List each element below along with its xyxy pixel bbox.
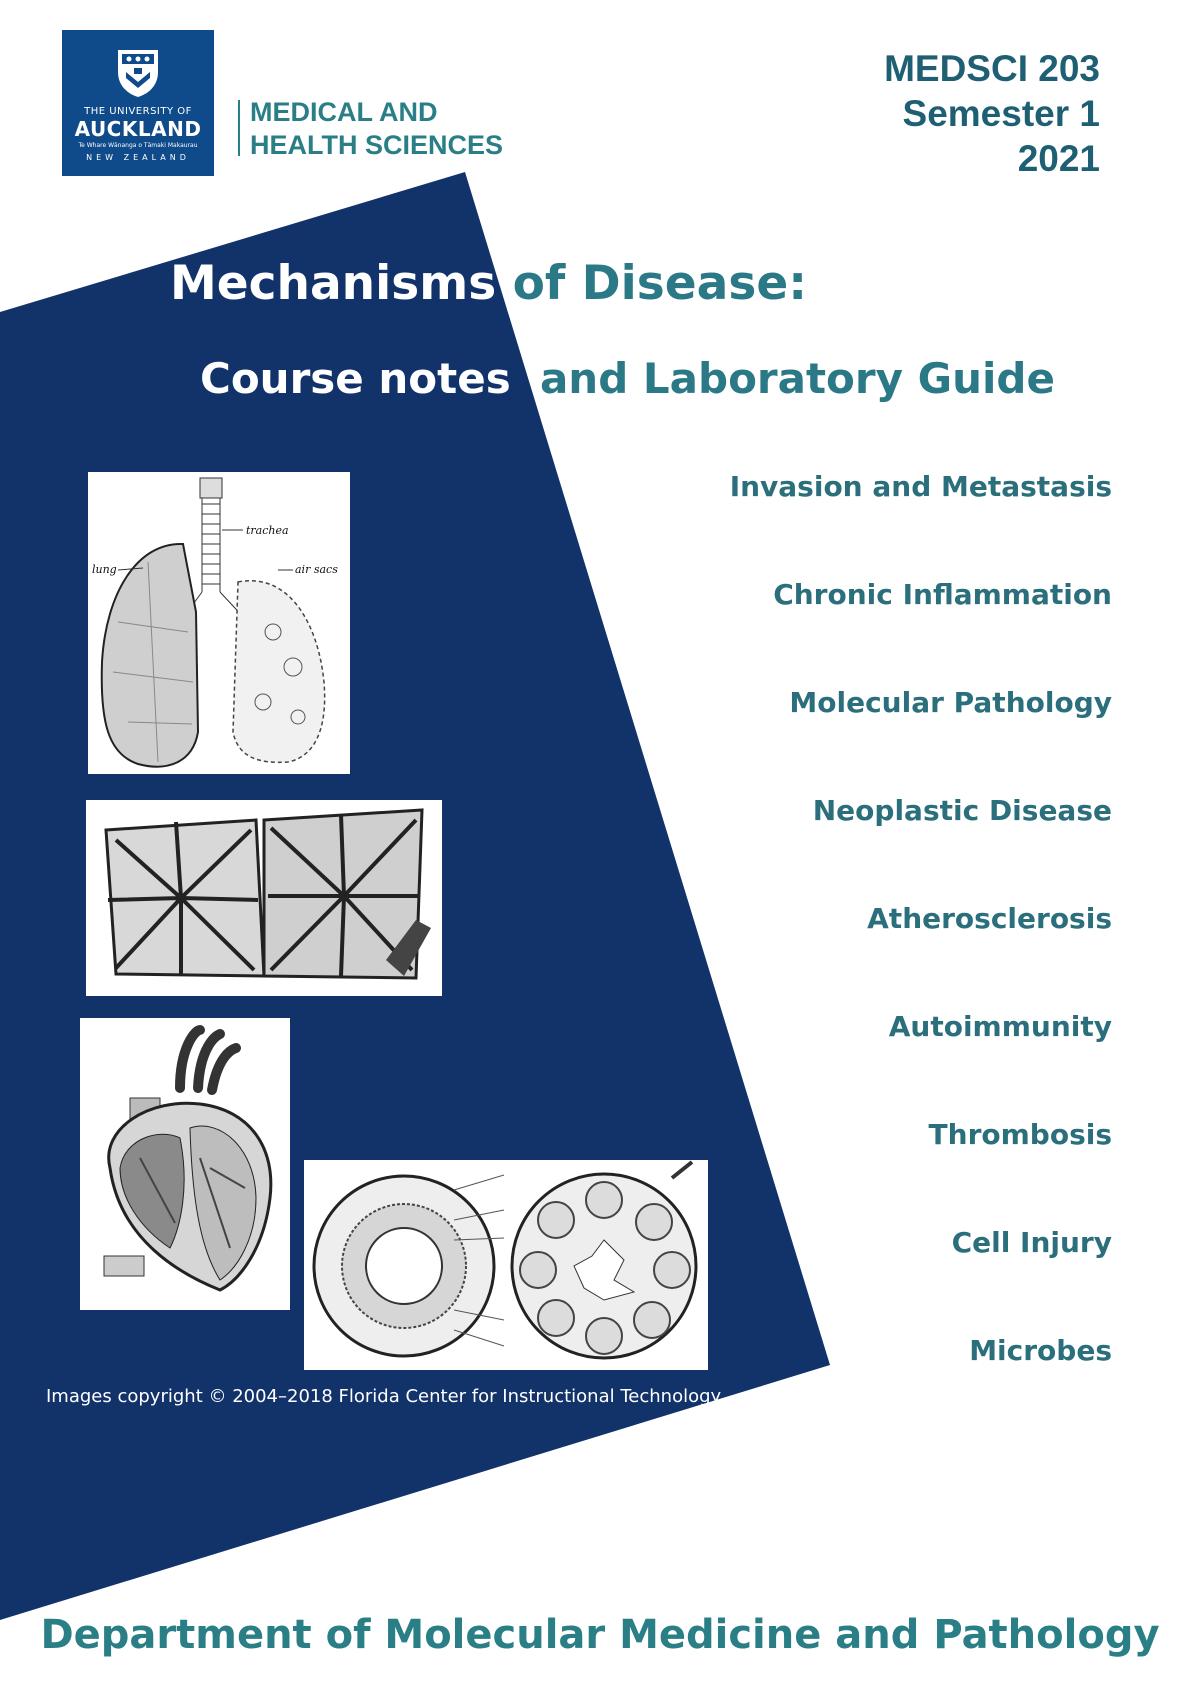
intestine-cross-section-illustration	[304, 1160, 708, 1370]
label-trachea: trachea	[246, 524, 289, 537]
topic-list	[730, 470, 1112, 1442]
topic-item: Molecular Pathology	[789, 686, 1112, 719]
image-copyright: Images copyright © 2004–2018 Florida Center for Instructional Technology	[46, 1386, 722, 1407]
course-semester: Semester 1	[902, 93, 1100, 134]
course-year: 2021	[1017, 138, 1100, 179]
main-title-part-2: of Disease:	[512, 256, 808, 311]
logo-text-maori-name: Te Whare Wānanga o Tāmaki Makaurau	[78, 142, 198, 149]
faculty-divider	[238, 100, 240, 156]
faculty-line-1: MEDICAL AND	[250, 97, 438, 127]
faculty-line-2: HEALTH SCIENCES	[250, 130, 504, 160]
topic-item: Microbes	[969, 1334, 1112, 1367]
main-title	[170, 256, 807, 311]
label-lung: lung	[92, 563, 117, 576]
course-code: MEDSCI 203	[884, 48, 1100, 89]
topic-item: Neoplastic Disease	[812, 794, 1112, 827]
topic-item: Chronic Inflammation	[773, 578, 1112, 611]
topic-item: Invasion and Metastasis	[729, 470, 1112, 503]
topic-item: Cell Injury	[951, 1226, 1112, 1259]
university-logo[interactable]	[62, 30, 214, 176]
logo-text-auckland: AUCKLAND	[74, 117, 202, 141]
course-info	[884, 46, 1100, 181]
faculty-name	[250, 96, 503, 162]
topic-item: Autoimmunity	[888, 1010, 1112, 1043]
subtitle	[200, 354, 1055, 403]
liver-lobule-illustration	[86, 800, 442, 996]
label-air-sacs: air sacs	[295, 563, 338, 576]
topic-item: Atherosclerosis	[867, 902, 1112, 935]
heart-illustration	[80, 1018, 290, 1310]
lungs-illustration	[88, 472, 350, 774]
main-title-part-1: Mechanisms	[170, 256, 497, 311]
subtitle-part-1: Course notes	[200, 354, 511, 403]
topic-item: Thrombosis	[928, 1118, 1112, 1151]
department-name: Department of Molecular Medicine and Pathology	[40, 1612, 1160, 1658]
logo-text-university-of: THE UNIVERSITY OF	[84, 106, 192, 117]
subtitle-part-2: and Laboratory Guide	[539, 354, 1055, 403]
crest-icon	[116, 48, 160, 98]
logo-text-new-zealand: NEW ZEALAND	[86, 153, 190, 162]
